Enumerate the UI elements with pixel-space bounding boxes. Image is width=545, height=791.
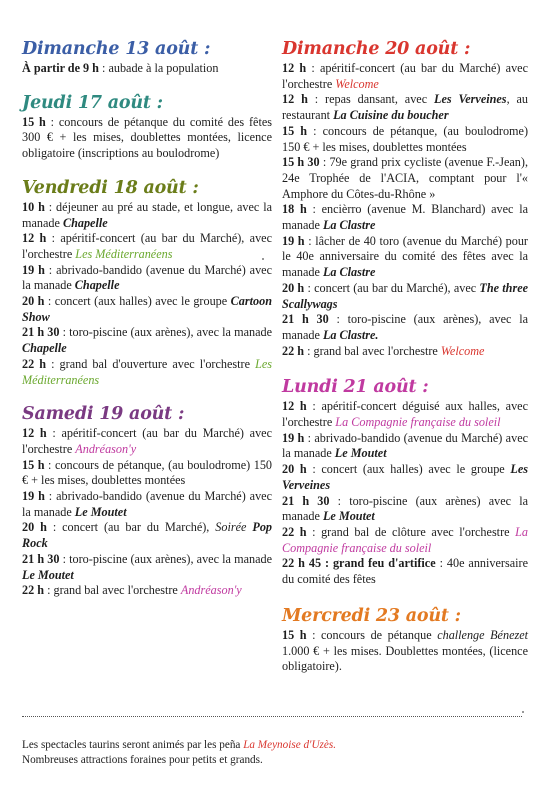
event-text: : concert (au bar du Marché), avec [304, 280, 480, 295]
event-text: : concert (aux halles) avec le groupe [44, 294, 231, 309]
event-time: 12 h [282, 399, 307, 414]
footer-text: Les spectacles taurins seront animés par les peña [22, 739, 244, 751]
event-item [282, 462, 528, 493]
event-text: : aubade à la population [98, 61, 219, 75]
event-item [282, 281, 528, 312]
orchestra-name: Andréason'y [75, 441, 137, 456]
event-name: Le Moutet [334, 446, 387, 461]
event-item [22, 231, 272, 262]
event-item [282, 628, 528, 675]
scan-speck [522, 711, 524, 713]
event-text: : toro-piscine (aux arènes), avec la manade [59, 325, 272, 340]
day-block [22, 177, 272, 388]
event-time: 12 h [22, 231, 47, 246]
event-text: : encièrro (avenue M. Blanchard) avec la manade [282, 202, 528, 233]
event-time: 15 h [282, 123, 308, 138]
event-time: 12 h [282, 61, 307, 75]
event-text: : grand bal avec l'orchestre [304, 343, 441, 358]
event-time: 22 h [22, 583, 45, 598]
event-time: 15 h [22, 457, 45, 472]
day-block [282, 605, 528, 675]
event-item [22, 61, 272, 77]
event-text: : déjeuner au pré au stade, et longue, avec la manade [22, 199, 272, 230]
event-time: 20 h [22, 294, 45, 309]
day-heading: Samedi 19 août : [22, 404, 185, 425]
event-text: : concert (aux halles) avec le groupe [306, 462, 511, 477]
event-time: 19 h [22, 262, 45, 277]
event-item [282, 344, 528, 360]
orchestra-name: Les Méditerranéens [22, 356, 272, 387]
event-item [282, 202, 528, 233]
event-text: : apéritif-concert (au bar du Marché) avec l'orchestre [282, 61, 528, 91]
event-item [22, 200, 272, 231]
event-name: Le Moutet [22, 567, 74, 582]
event-item [22, 263, 272, 294]
event-time: 15 h 30 [282, 155, 320, 170]
event-item [282, 525, 528, 556]
event-text: : grand bal avec l'orchestre [44, 583, 181, 598]
event-name: Chapelle [62, 215, 108, 230]
event-item [22, 325, 272, 356]
event-item [282, 61, 528, 92]
orchestra-name: Welcome [335, 76, 379, 91]
day-block [22, 92, 272, 162]
event-time: 19 h [282, 430, 305, 445]
footer-note [22, 738, 522, 768]
event-name: Les Verveines [282, 462, 528, 492]
event-text: : 79e grand prix cycliste (avenue F.-Jean), 24e Trophée de l'ACIA, comptant pour l'« Amphore du Côtes-du-Rhône » [282, 155, 528, 201]
event-time: 12 h [22, 426, 47, 441]
orchestra-name: La Compagnie française du soleil [335, 415, 501, 430]
event-text: , au restaurant [282, 92, 528, 123]
event-text: : toro-piscine (aux arènes), avec la manade [59, 551, 272, 566]
orchestra-name: La Compagnie française du soleil [282, 524, 528, 555]
event-name: Chapelle [22, 341, 67, 356]
event-time: 20 h [22, 520, 47, 535]
event-text: : repas dansant, avec [307, 92, 434, 107]
event-item [282, 494, 528, 525]
event-text: : toro-piscine (aux arènes) avec la manade [282, 493, 528, 524]
event-item [22, 552, 272, 583]
event-text: : 40e anniversaire du comité des fêtes [282, 556, 528, 587]
event-item [22, 115, 272, 162]
day-heading: Mercredi 23 août : [282, 605, 461, 626]
event-time: 19 h [22, 489, 45, 504]
event-name: Chapelle [74, 278, 120, 293]
event-name: Le Moutet [74, 504, 127, 519]
event-item [22, 583, 272, 599]
event-item [282, 234, 528, 281]
event-text: : abrivado-bandido (avenue du Marché) avec la manade [22, 489, 272, 519]
day-block [22, 38, 272, 77]
event-time: 21 h 30 [22, 551, 60, 566]
left-column [22, 38, 272, 614]
event-item [282, 556, 528, 587]
day-block [282, 38, 528, 359]
event-text: : grand bal d'ouverture avec l'orchestre [46, 356, 256, 371]
event-name: Les Verveines [434, 92, 507, 107]
event-item [22, 458, 272, 489]
event-time: 22 h [282, 343, 305, 358]
event-item [282, 312, 528, 343]
event-time: À partir de 9 h [22, 61, 99, 75]
event-text: : apéritif-concert (au bar du Marché), avec l'orchestre [22, 231, 273, 261]
event-item [282, 431, 528, 462]
dotted-divider [22, 716, 522, 717]
day-block [22, 403, 272, 599]
event-time: 22 h [22, 356, 47, 371]
scan-speck [262, 258, 264, 260]
event-name: La Clastre [322, 265, 376, 280]
orchestra-name: Welcome [440, 343, 485, 358]
footer-line-2: Nombreuses attractions foraines pour petits et grands. [22, 754, 263, 766]
event-name: Le Moutet [322, 509, 375, 524]
event-item [282, 124, 528, 155]
event-time: 21 h 30 [282, 312, 329, 327]
footer-group-name: La Meynoise d'Uzès. [243, 739, 336, 751]
event-text: : concours de pétanque, (au boulodrome) 150 € + les mises, doublettes montées [22, 457, 273, 488]
event-text: : toro-piscine (aux arènes), avec la manade [282, 312, 528, 342]
right-column [282, 38, 528, 692]
event-name: Pop Rock [22, 520, 273, 551]
orchestra-name: Andréason'y [180, 583, 242, 598]
event-item [22, 520, 272, 551]
event-time: 18 h [282, 202, 307, 217]
event-text: : concours de pétanque du comité des fêtes 300 € + les mises, doublettes montées, licence obligatoire (inscriptions au boulodrome) [22, 114, 272, 161]
event-italic: challenge Bénezet [437, 627, 529, 642]
event-name: La Clastre. [322, 327, 379, 342]
event-item [22, 489, 272, 520]
event-text: : concert (au bar du Marché), [46, 520, 216, 535]
event-time: 20 h [282, 462, 307, 477]
event-time: 22 h [282, 524, 307, 539]
orchestra-name: Les Méditerranéens [75, 246, 173, 261]
event-time: 15 h [282, 627, 307, 642]
event-item [282, 155, 528, 202]
event-text: : lâcher de 40 toro (avenue du Marché) pour le 40e anniversaire du comité des fêtes avec la manade [282, 233, 528, 280]
event-time: 15 h [22, 114, 46, 129]
event-time: 21 h 30 [22, 325, 60, 340]
event-time: 21 h 30 [282, 493, 330, 508]
event-name: The three Scallywags [282, 280, 529, 311]
event-time: 10 h [22, 199, 45, 214]
event-text: : apéritif-concert déguisé aux halles, avec l'orchestre [282, 399, 528, 430]
event-text: : concours de pétanque [306, 627, 438, 642]
event-text: : apéritif-concert (au bar du Marché) avec l'orchestre [22, 426, 272, 456]
event-text: : concours de pétanque, (au boulodrome) 150 € + les mises, doublettes montées [282, 123, 529, 154]
event-text: : abrivado-bandido (avenue du Marché) avec la manade [22, 262, 272, 293]
day-heading: Dimanche 20 août : [282, 39, 471, 59]
event-name: Cartoon Show [22, 294, 272, 324]
event-item [22, 426, 272, 457]
event-time: 12 h [282, 92, 308, 107]
event-item [22, 357, 272, 388]
event-time: 22 h 45 : grand feu d'artifice [282, 556, 436, 571]
day-heading: Jeudi 17 août : [22, 92, 163, 113]
day-heading: Lundi 21 août : [282, 377, 429, 398]
event-text: : abrivado-bandido (avenue du Marché) avec la manade [282, 430, 529, 461]
event-item [282, 399, 528, 430]
event-text: : grand bal de clôture avec l'orchestre [306, 524, 516, 539]
event-text: 1.000 € + les mises. Doublettes montées, (licence obligatoire). [282, 643, 528, 674]
event-name: La Cuisine du boucher [333, 108, 449, 123]
footer-line-1 [22, 738, 522, 753]
event-item [22, 294, 272, 325]
event-italic: Soirée [215, 520, 253, 535]
day-heading: Vendredi 18 août : [22, 177, 199, 198]
day-heading: Dimanche 13 août : [22, 39, 211, 59]
event-time: 19 h [282, 233, 305, 248]
event-item [282, 92, 528, 123]
day-block [282, 376, 528, 587]
event-time: 20 h [282, 280, 305, 295]
event-name: La Clastre [322, 218, 376, 233]
